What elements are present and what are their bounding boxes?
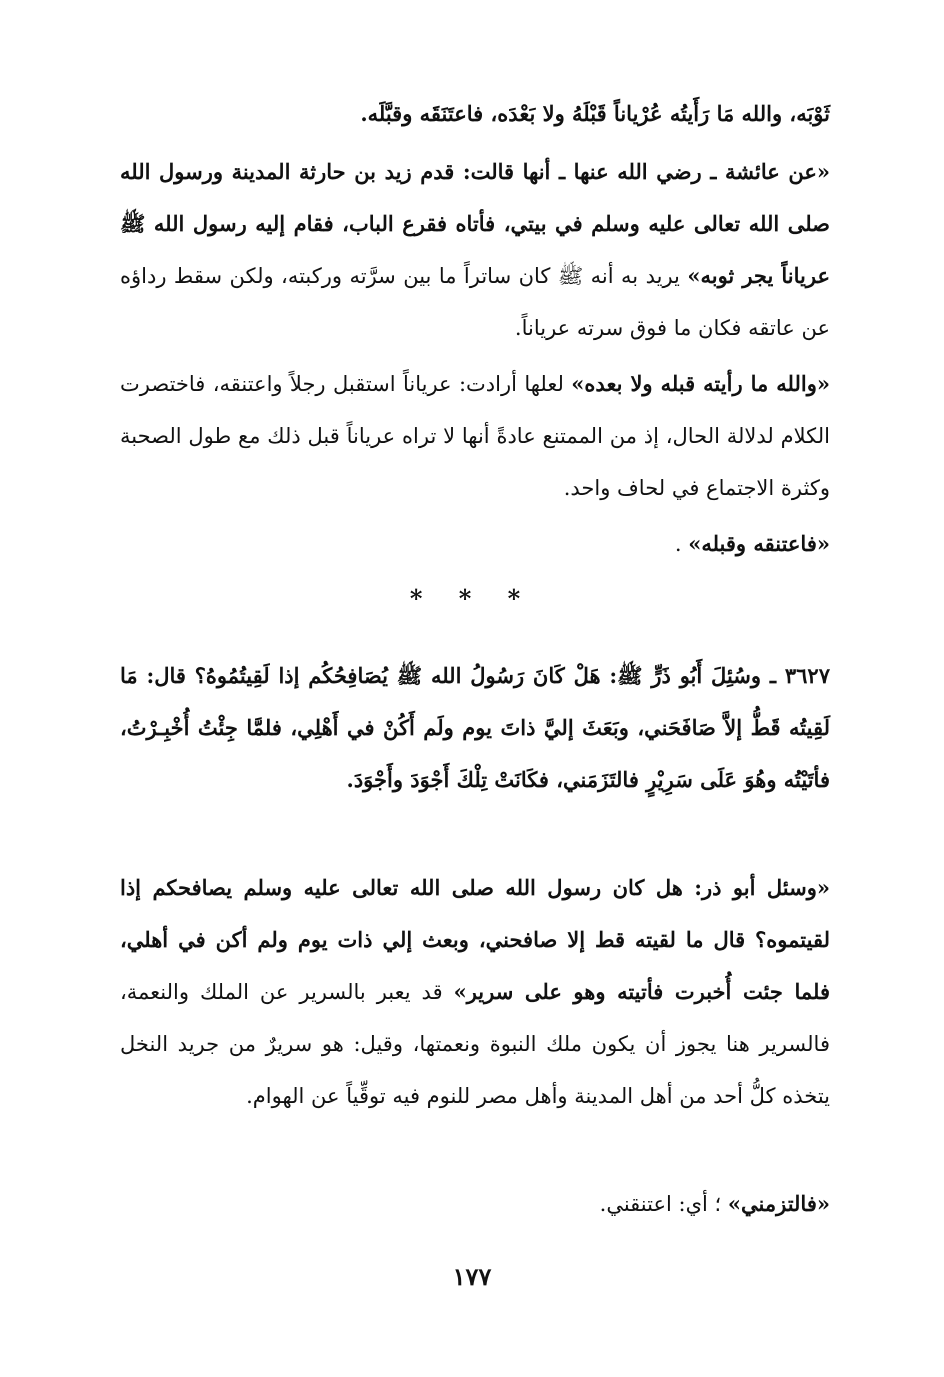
quote-embrace: «فاعتنقه وقبله» — [688, 531, 830, 556]
hadith-3627: ٣٦٢٧ ـ وسُئِلَ أَبُو ذَرٍّ ﷺ: هَلْ كَانَ رَسُولُ الله ﷺ يُصَافِحُكُم إذا لَقِيتُمُوهُ؟ قال: مَا لَقِيتُه قَطُّ إلاَّ صَافَحَني، وبَعَثَ إليَّ ذاتَ يوم ولَم أَكُنْ في أَهْلِي، فلمَّا جِئْتُ أُخْبِـرْتُ، فأتَيْتُه وهُوَ عَلَى سَرِيْرٍ فالتَزَمَني، فكَانَتْ تِلْكَ أَجْوَدَ وأَجْوَدَ. — [120, 663, 830, 792]
quote-aisha: «عن عائشة ـ رضي الله عنها ـ أنها قالت: قدم زيد بن حارثة المدينة ورسول الله صلى الله تعالى عليه وسلم في بيتي، فأتاه فقرع الباب، فقام إليه رسول الله ﷺ عرياناً يجر ثوبه» — [120, 159, 831, 288]
quote-wallahi: «والله ما رأيته قبله ولا بعده» — [571, 371, 830, 396]
commentary-abu-dharr: قد يعبر بالسرير عن الملك والنعمة، فالسرير هنا يجوز أن يكون ملك النبوة ونعمتها، وقيل: هو سريرٌ من جريد النخل يتخذه كلُّ أحد من أهل المدينة وأهل مصر للنوم فيه توقِّياً عن الهوام. — [120, 980, 830, 1108]
quote-iltazamani: «فالتزمني» — [727, 1191, 830, 1216]
section-divider: * * * — [409, 584, 535, 613]
commentary-embrace: . — [674, 532, 682, 556]
paragraph-commentary-3627 — [120, 862, 830, 1122]
paragraph-continuation: ثَوْبَه، والله مَا رَأَيتُه عُرْياناً قَبْلَهُ ولا بَعْدَه، فاعتَنَقَه وقبَّلَه. — [360, 101, 830, 126]
commentary-iltazamani: ؛ أي: اعتنقني. — [599, 1192, 722, 1216]
quote-abu-dharr: «وسئل أبو ذر: هل كان رسول الله صلى الله تعالى عليه وسلم يصافحكم إذا لقيتموه؟ قال ما لقيته قط إلا صافحني، وبعث إلي ذات يوم ولم أكن في أهلي، فلما جئت أُخبرت فأتيته وهو على سرير» — [120, 875, 830, 1004]
paragraph-aisha-narration — [120, 146, 830, 354]
commentary-aisha: يريد به أنه ﷺ كان ساتراً ما بين سرَّته وركبته، ولكن سقط رداؤه عن عاتقه فكان ما فوق سرته عرياناً. — [120, 264, 830, 340]
commentary-wallahi: لعلها أرادت: عرياناً استقبل رجلاً واعتنقه، فاختصرت الكلام لدلالة الحال، إذ من الممتنع عادةً أنها لا تراه عرياناً قبل ذلك مع طول الصحبة وكثرة الاجتماع في لحاف واحد. — [120, 372, 830, 500]
page-number: ١٧٧ — [452, 1262, 492, 1291]
paragraph-embrace — [120, 518, 830, 570]
paragraph-iltazamani — [120, 1178, 830, 1230]
paragraph-explanation — [120, 358, 830, 514]
